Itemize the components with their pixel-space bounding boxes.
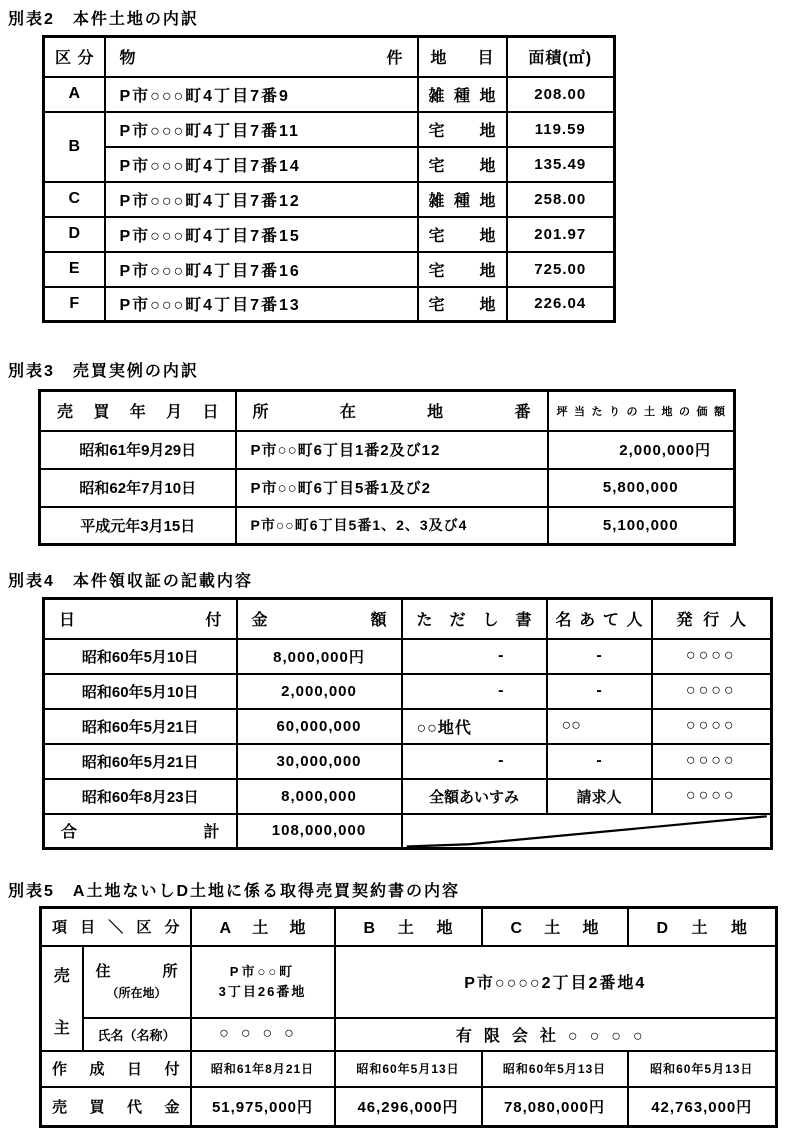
cell-amount: 60,000,000	[237, 709, 402, 744]
cell-property: P市○○○町4丁目7番16	[105, 252, 418, 287]
cell-property: P市○○○町4丁目7番9	[105, 77, 418, 112]
cell-price: 5,800,000	[548, 469, 735, 507]
cell-amount: 2,000,000	[237, 674, 402, 709]
table4-total-row	[44, 814, 772, 849]
cell-addressee: 請求人	[547, 779, 652, 814]
table3-header-price: 坪当たりの土地の価額	[548, 391, 735, 431]
cell-property: P市○○○町4丁目7番11	[105, 112, 418, 147]
cell-property: P市○○○町4丁目7番14	[105, 147, 418, 182]
cell-issuer: ○○○○	[652, 779, 772, 814]
cell-issuer: ○○○○	[652, 744, 772, 779]
table2-header-area: 面積(㎡)	[507, 37, 615, 77]
seller-char-top: 売	[53, 967, 70, 985]
table5-address-row	[41, 946, 777, 1018]
cell-amount: 8,000,000	[237, 779, 402, 814]
table5-header-item: 項目＼区分	[41, 908, 191, 946]
cell-location: P市○○町6丁目1番2及び12	[236, 431, 548, 469]
cell-issuer: ○○○○	[652, 674, 772, 709]
cell-amount: 30,000,000	[237, 744, 402, 779]
cell-area: 201.97	[507, 217, 615, 252]
table-row	[44, 112, 615, 147]
table-row	[44, 147, 615, 182]
cell-property: P市○○○町4丁目7番15	[105, 217, 418, 252]
table3-sale-examples	[38, 389, 736, 546]
table5-header-land-a: A土地	[191, 908, 335, 946]
cell-sale-price-a: 51,975,000円	[191, 1087, 335, 1127]
cell-receipt-date: 昭和60年5月10日	[44, 639, 237, 674]
cell-location: P市○○町6丁目5番1、2、3及び4	[236, 507, 548, 545]
table5-header-land-d: D土地	[628, 908, 777, 946]
table3-header-location: 所在地番	[236, 391, 548, 431]
table-row	[44, 744, 772, 779]
cell-land-type: 宅地	[418, 112, 507, 147]
cell-sale-price-b: 46,296,000円	[335, 1087, 482, 1127]
cell-land-type: 雑種地	[418, 182, 507, 217]
cell-total-label: 合計	[44, 814, 237, 849]
cell-note: 全額あいすみ	[402, 779, 547, 814]
cell-receipt-date: 昭和60年5月21日	[44, 744, 237, 779]
cell-land-type: 宅地	[418, 147, 507, 182]
cell-receipt-date: 昭和60年8月23日	[44, 779, 237, 814]
cell-address-bcd: P市○○○○2丁目2番地4	[335, 946, 777, 1018]
table2-header-land-type: 地目	[418, 37, 507, 77]
cell-property: P市○○○町4丁目7番13	[105, 287, 418, 322]
cell-address-a	[191, 946, 335, 1018]
cell-name-label: 氏名（名称）	[83, 1018, 191, 1051]
table-row	[44, 674, 772, 709]
cell-sale-date: 平成元年3月15日	[40, 507, 236, 545]
table-row	[44, 709, 772, 744]
address-label-main: 住所	[95, 963, 178, 981]
table5-created-row	[41, 1051, 777, 1087]
table5-price-row	[41, 1087, 777, 1127]
cell-issuer: ○○○○	[652, 709, 772, 744]
table2-title: 別表2 本件土地の内訳	[8, 11, 199, 28]
cell-name-bcd: 有限会社○○○○	[335, 1018, 777, 1051]
table-row	[40, 431, 735, 469]
cell-created-d: 昭和60年5月13日	[628, 1051, 777, 1087]
cell-sale-price-c: 78,080,000円	[482, 1087, 628, 1127]
table4-receipts	[42, 597, 773, 850]
cell-sale-price-d: 42,763,000円	[628, 1087, 777, 1127]
cell-area: 208.00	[507, 77, 615, 112]
table4-header-amount: 金額	[237, 599, 402, 639]
table3-header-date: 売買年月日	[40, 391, 236, 431]
cell-receipt-date: 昭和60年5月10日	[44, 674, 237, 709]
table5-title: 別表5 A土地ないしD土地に係る取得売買契約書の内容	[8, 883, 461, 900]
table-row	[40, 507, 735, 545]
table-row	[44, 77, 615, 112]
table2-land-breakdown	[42, 35, 616, 323]
cell-category: A	[44, 77, 105, 112]
table-row	[44, 217, 615, 252]
cell-category: C	[44, 182, 105, 217]
cell-price: 5,100,000	[548, 507, 735, 545]
table2-header-row	[44, 37, 615, 77]
cell-category: F	[44, 287, 105, 322]
diagonal-strikethrough-cell	[402, 814, 772, 849]
table3-header-row	[40, 391, 735, 431]
cell-sale-price-label: 売買代金	[41, 1087, 191, 1127]
cell-category: B	[44, 112, 105, 182]
cell-created-a: 昭和61年8月21日	[191, 1051, 335, 1087]
cell-area: 119.59	[507, 112, 615, 147]
cell-created-label: 作成日付	[41, 1051, 191, 1087]
table-row	[44, 252, 615, 287]
cell-created-c: 昭和60年5月13日	[482, 1051, 628, 1087]
cell-note: -	[402, 639, 547, 674]
cell-land-type: 宅地	[418, 287, 507, 322]
cell-category: D	[44, 217, 105, 252]
cell-name-a: ○○○○	[191, 1018, 335, 1051]
table4-header-row	[44, 599, 772, 639]
address-a-line2: 3丁目26番地	[218, 983, 307, 999]
cell-location: P市○○町6丁目5番1及び2	[236, 469, 548, 507]
cell-sale-date: 昭和61年9月29日	[40, 431, 236, 469]
cell-sale-date: 昭和62年7月10日	[40, 469, 236, 507]
cell-area: 226.04	[507, 287, 615, 322]
cell-note: -	[402, 744, 547, 779]
table-row	[44, 182, 615, 217]
cell-seller-vertical-label	[41, 946, 83, 1051]
table4-header-addressee: 名あて人	[547, 599, 652, 639]
cell-price: 2,000,000円	[548, 431, 735, 469]
cell-area: 135.49	[507, 147, 615, 182]
address-label-sub: （所在地）	[106, 985, 167, 1000]
cell-land-type: 宅地	[418, 252, 507, 287]
cell-addressee: -	[547, 744, 652, 779]
cell-category: E	[44, 252, 105, 287]
seller-char-bottom: 主	[53, 1019, 70, 1037]
table-row	[40, 469, 735, 507]
cell-land-type: 雑種地	[418, 77, 507, 112]
cell-receipt-date: 昭和60年5月21日	[44, 709, 237, 744]
diagonal-line	[403, 815, 771, 848]
cell-property: P市○○○町4丁目7番12	[105, 182, 418, 217]
table5-header-land-c: C土地	[482, 908, 628, 946]
table-row	[44, 287, 615, 322]
cell-area: 258.00	[507, 182, 615, 217]
cell-issuer: ○○○○	[652, 639, 772, 674]
cell-note: ○○地代	[402, 709, 547, 744]
table2-header-property: 物件	[105, 37, 418, 77]
table4-header-note: ただし書	[402, 599, 547, 639]
table-row	[44, 639, 772, 674]
address-a-line1: P市○○町	[229, 964, 296, 979]
cell-area: 725.00	[507, 252, 615, 287]
table5-contracts	[39, 906, 778, 1128]
cell-addressee: -	[547, 674, 652, 709]
table4-title: 別表4 本件領収証の記載内容	[8, 573, 253, 590]
cell-land-type: 宅地	[418, 217, 507, 252]
table2-header-category: 区分	[44, 37, 105, 77]
table5-header-row	[41, 908, 777, 946]
cell-addressee: ○○	[547, 709, 652, 744]
table5-header-land-b: B土地	[335, 908, 482, 946]
table4-header-date: 日付	[44, 599, 237, 639]
cell-addressee: -	[547, 639, 652, 674]
cell-amount: 8,000,000円	[237, 639, 402, 674]
table-row	[44, 779, 772, 814]
cell-note: -	[402, 674, 547, 709]
table3-title: 別表3 売買実例の内訳	[8, 363, 199, 380]
table5-name-row	[41, 1018, 777, 1051]
cell-created-b: 昭和60年5月13日	[335, 1051, 482, 1087]
cell-address-label	[83, 946, 191, 1018]
cell-total-amount: 108,000,000	[237, 814, 402, 849]
table4-header-issuer: 発行人	[652, 599, 772, 639]
